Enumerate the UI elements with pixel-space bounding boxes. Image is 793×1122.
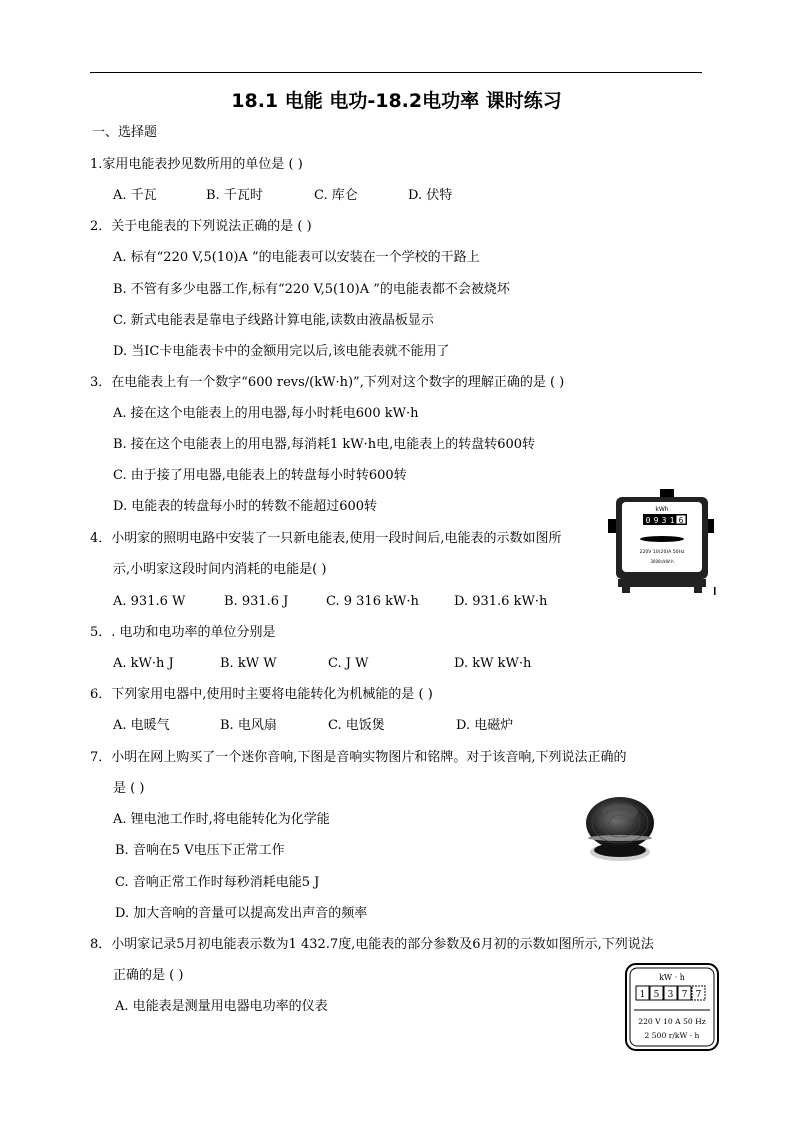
q3-option-a: A. 接在这个电能表上的用电器,每小时耗电600 kW·h bbox=[113, 406, 419, 421]
q4-option-d: D. 931.6 kW·h bbox=[454, 594, 548, 609]
q3-stem: 3．在电能表上有一个数字“600 revs/(kW·h)”,下列对这个数字的理解正确的是 ( ) bbox=[90, 375, 565, 390]
q8-stem-line1: 8．小明家记录5月初电能表示数为1 432.7度,电能表的部分参数及6月初的示数如图所示,下列说法 bbox=[90, 937, 654, 952]
q1-option-d: D. 伏特 bbox=[408, 188, 453, 203]
q8-meter-digit: 7 bbox=[695, 990, 702, 1000]
q4-meter-digit: 3 bbox=[661, 516, 667, 525]
q4-meter-revs: 3000r/kW·h bbox=[650, 559, 674, 564]
q4-electric-meter-figure bbox=[606, 487, 718, 595]
q6-option-d: D. 电磁炉 bbox=[456, 718, 514, 733]
q4-meter-digit: 9 bbox=[653, 516, 659, 525]
page-title: 18.1 电能 电功-18.2电功率 课时练习 bbox=[231, 90, 562, 112]
section-heading: 一、选择题 bbox=[92, 125, 158, 140]
q7-stem-line2: 是 ( ) bbox=[113, 781, 145, 796]
q6-option-a: A. 电暖气 bbox=[113, 718, 170, 733]
q5-option-c: C. J W bbox=[328, 656, 369, 671]
q8-meter-digit: 5 bbox=[653, 990, 660, 1000]
q8-meter-revs: 2 500 r/kW · h bbox=[644, 1031, 700, 1040]
q8-electric-meter-figure bbox=[624, 962, 720, 1052]
q7-option-c: C. 音响正常工作时每秒消耗电能5 J bbox=[115, 875, 320, 890]
q8-meter-digit: 3 bbox=[667, 990, 674, 1000]
q8-meter-digit: 1 bbox=[639, 990, 646, 1000]
q2-option-a: A. 标有“220 V,5(10)A ”的电能表可以安装在一个学校的干路上 bbox=[113, 250, 480, 265]
q4-option-a: A. 931.6 W bbox=[113, 594, 186, 609]
q7-option-b: B. 音响在5 V电压下正常工作 bbox=[115, 843, 285, 858]
q5-option-a: A. kW·h J bbox=[113, 656, 174, 671]
q2-option-d: D. 当IC卡电能表卡中的金额用完以后,该电能表就不能用了 bbox=[113, 344, 450, 359]
q7-option-d: D. 加大音响的音量可以提高发出声音的频率 bbox=[115, 906, 368, 921]
q3-option-b: B. 接在这个电能表上的用电器,每消耗1 kW·h电,电能表上的转盘转600转 bbox=[113, 437, 536, 452]
q4-meter-unit: kWh bbox=[655, 506, 669, 513]
q8-meter-digit: 7 bbox=[681, 990, 688, 1000]
q5-stem: 5．. 电功和电功率的单位分别是 bbox=[90, 625, 276, 640]
q3-option-d: D. 电能表的转盘每小时的转数不能超过600转 bbox=[113, 499, 378, 514]
q4-option-c: C. 9 316 kW·h bbox=[326, 594, 419, 609]
q8-option-a: A. 电能表是测量用电器电功率的仪表 bbox=[115, 999, 328, 1014]
header-rule bbox=[90, 72, 702, 73]
q1-stem: 1.家用电能表抄见数所用的单位是 ( ) bbox=[90, 157, 303, 172]
q1-option-b: B. 千瓦时 bbox=[206, 188, 263, 203]
q8-meter-rating: 220 V 10 A 50 Hz bbox=[638, 1017, 706, 1026]
q2-option-b: B. 不管有多少电器工作,标有“220 V,5(10)A ”的电能表都不会被烧坏 bbox=[113, 282, 510, 297]
q4-meter-digit: 0 bbox=[645, 516, 651, 525]
q4-meter-rating: 220V 10(20)A 50Hz bbox=[639, 550, 685, 555]
q5-option-d: D. kW kW·h bbox=[454, 656, 532, 671]
q4-stem-line1: 4．小明家的照明电路中安装了一只新电能表,使用一段时间后,电能表的示数如图所 bbox=[90, 531, 562, 546]
q2-option-c: C. 新式电能表是靠电子线路计算电能,读数由液晶板显示 bbox=[113, 313, 434, 328]
q7-stem-line1: 7．小明在网上购买了一个迷你音响,下图是音响实物图片和铭牌。对于该音响,下列说法正确的 bbox=[90, 750, 627, 765]
q4-meter-digit: 6 bbox=[678, 516, 684, 525]
q6-option-c: C. 电饭煲 bbox=[328, 718, 385, 733]
q6-stem: 6．下列家用电器中,使用时主要将电能转化为机械能的是 ( ) bbox=[90, 687, 433, 702]
q1-option-a: A. 千瓦 bbox=[113, 188, 157, 203]
q7-speaker-figure bbox=[582, 790, 658, 864]
q4-meter-digit: 1 bbox=[669, 516, 675, 525]
q1-option-c: C. 库仑 bbox=[314, 188, 358, 203]
q3-option-c: C. 由于接了用电器,电能表上的转盘每小时转600转 bbox=[113, 468, 407, 483]
q4-option-b: B. 931.6 J bbox=[224, 594, 289, 609]
q2-stem: 2．关于电能表的下列说法正确的是 ( ) bbox=[90, 219, 312, 234]
q8-meter-unit: kW · h bbox=[659, 973, 685, 982]
q7-option-a: A. 锂电池工作时,将电能转化为化学能 bbox=[113, 812, 330, 827]
q5-option-b: B. kW W bbox=[220, 656, 277, 671]
q8-stem-line2: 正确的是 ( ) bbox=[113, 968, 184, 983]
q6-option-b: B. 电风扇 bbox=[220, 718, 277, 733]
q4-stem-line2: 示,小明家这段时间内消耗的电能是( ) bbox=[113, 562, 327, 577]
